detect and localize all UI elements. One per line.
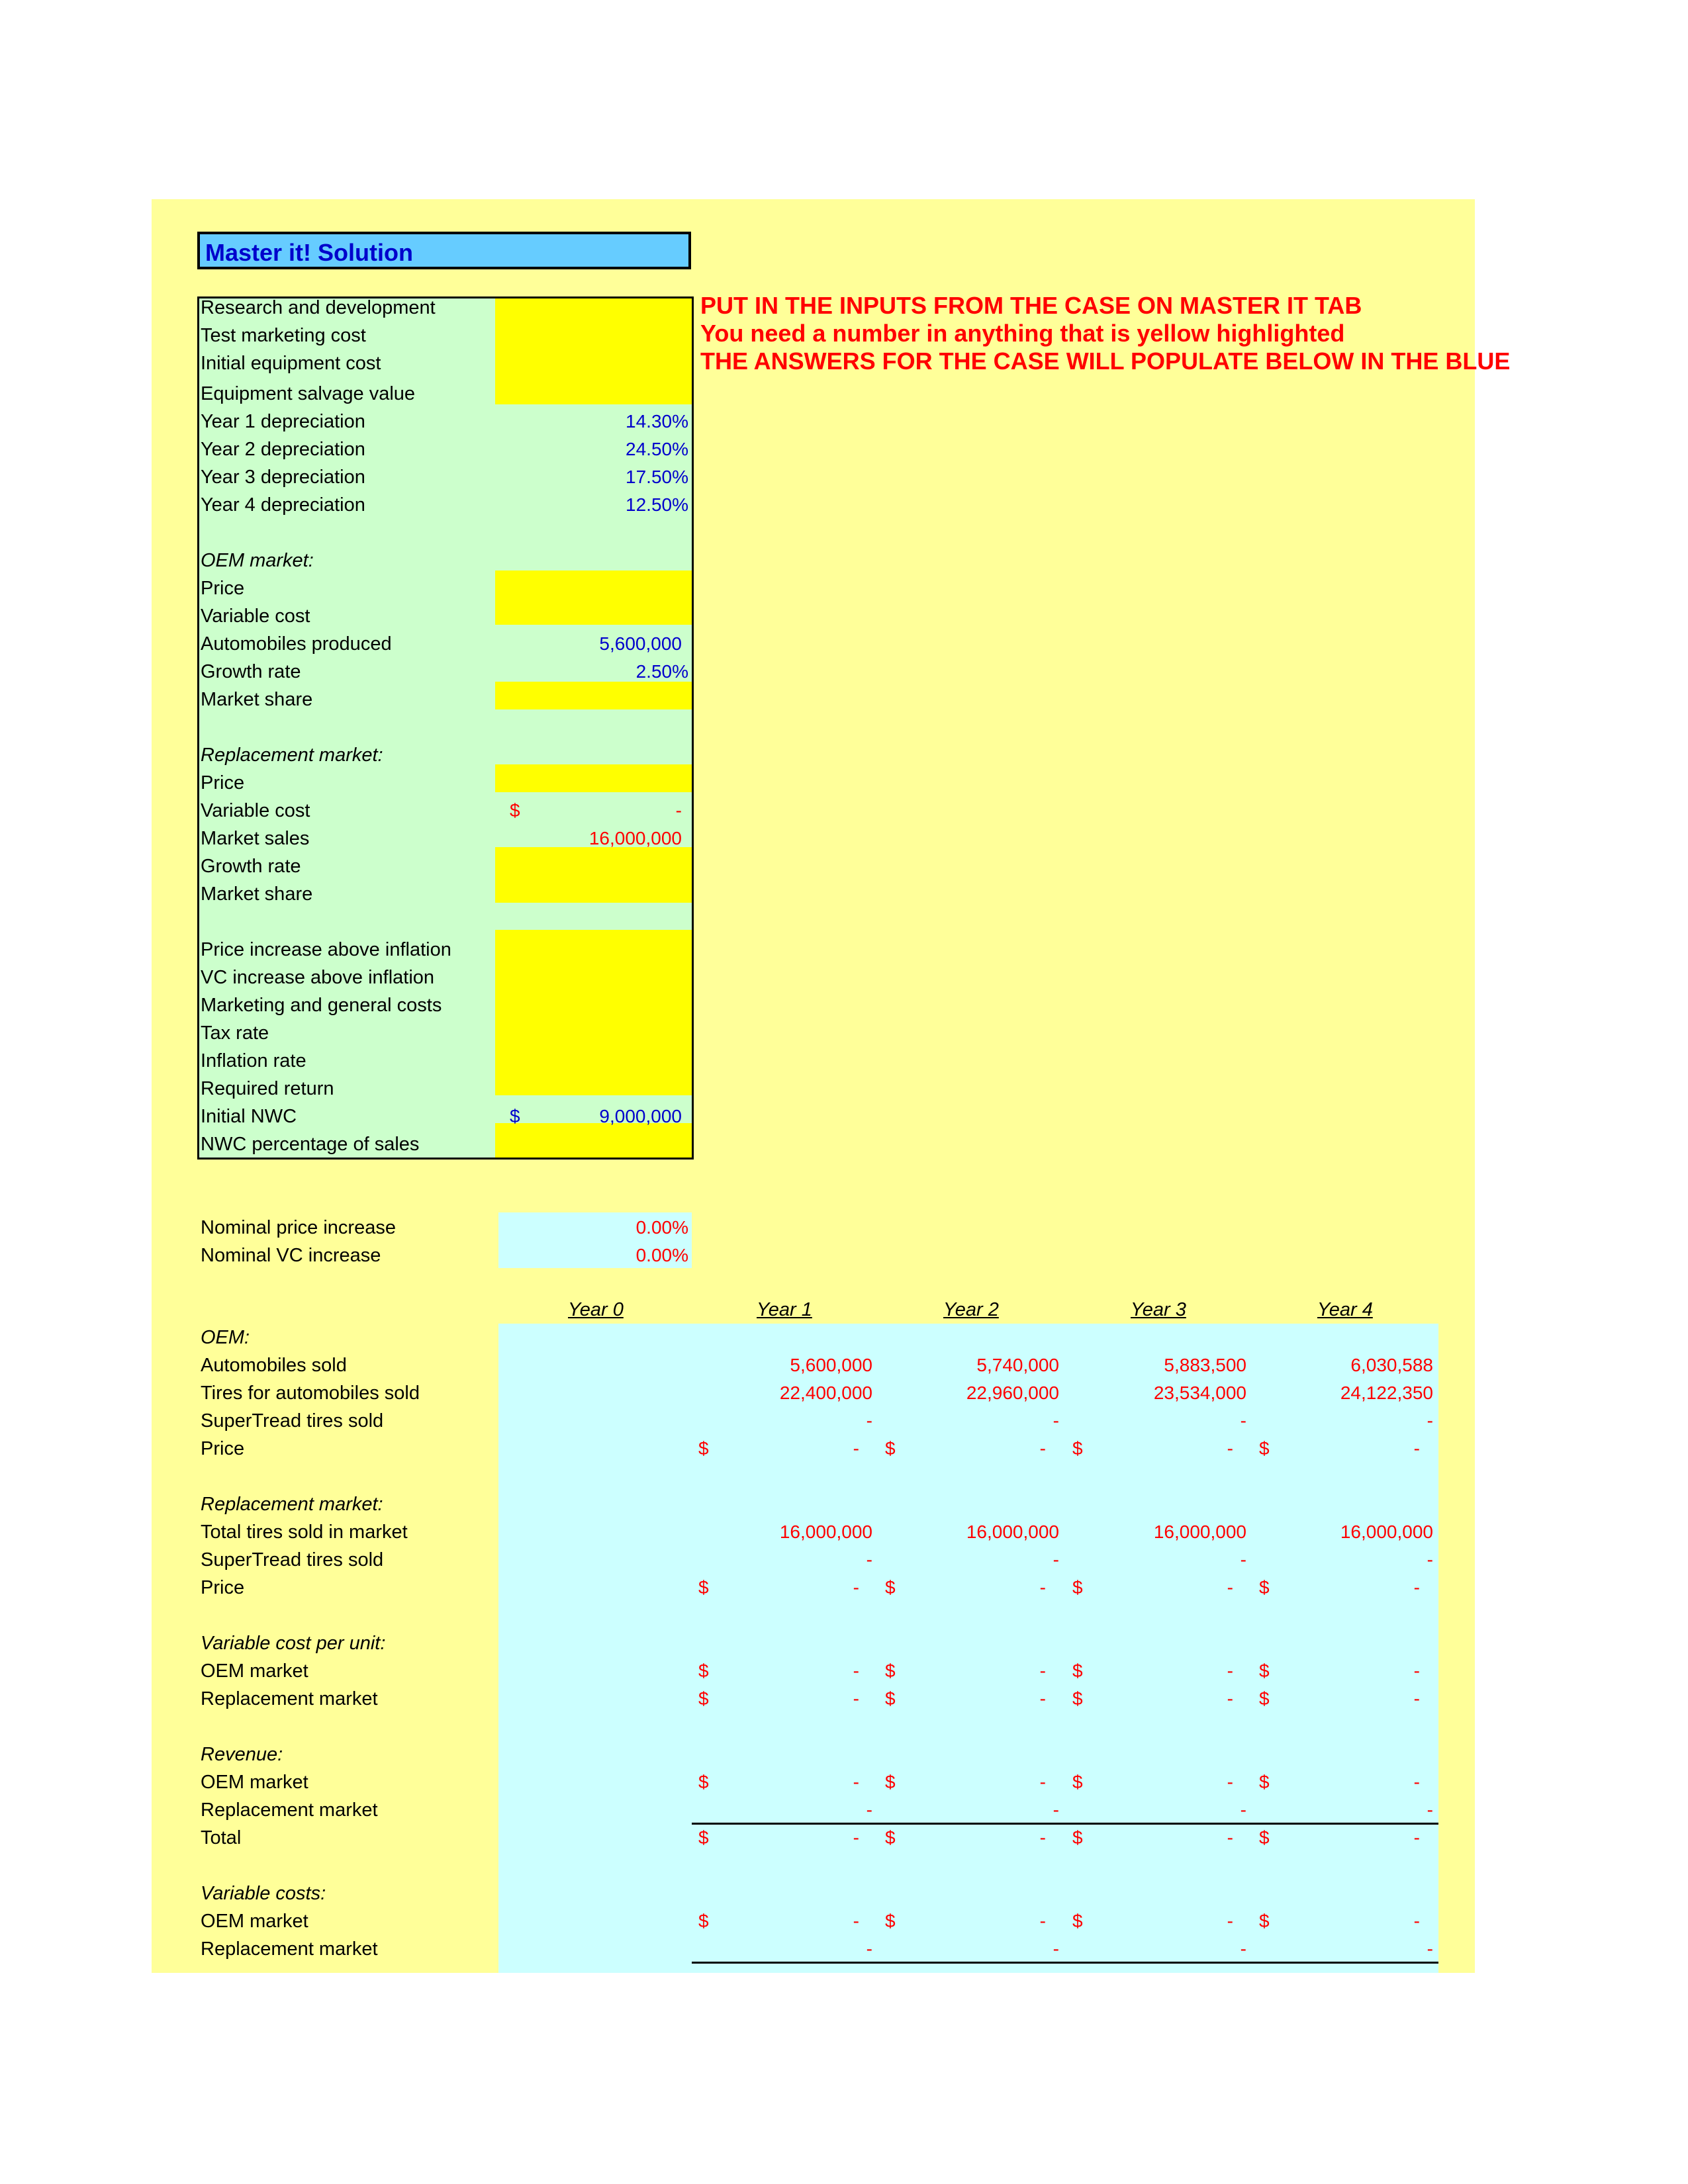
cell-vcost-oem-year-3[interactable]: - bbox=[1227, 1911, 1233, 1931]
cell-autos-year-2[interactable]: 5,740,000 bbox=[976, 1355, 1059, 1375]
currency-rep-vc: $ bbox=[510, 800, 520, 821]
year-header-4: Year 4 bbox=[1317, 1299, 1373, 1320]
cell-total-tires-year-1[interactable]: 16,000,000 bbox=[779, 1522, 872, 1542]
cell-price-rep-year-4[interactable]: - bbox=[1413, 1577, 1420, 1598]
label-rep-growth: Growth rate bbox=[201, 856, 301, 877]
header-proj-replacement: Replacement market: bbox=[201, 1494, 383, 1515]
label-nwc-pct: NWC percentage of sales bbox=[201, 1134, 420, 1155]
label-salvage: Equipment salvage value bbox=[201, 383, 416, 404]
input-cells-rd-salvage[interactable] bbox=[495, 298, 692, 404]
label-dep3: Year 3 depreciation bbox=[201, 467, 365, 488]
label-oem-autos: Automobiles produced bbox=[201, 633, 392, 655]
label-required-return: Required return bbox=[201, 1078, 334, 1099]
currency-vc-rep-year-4: $ bbox=[1259, 1688, 1270, 1709]
label-vc-oem: OEM market bbox=[201, 1661, 308, 1682]
input-cells-oem-price-vc[interactable] bbox=[495, 570, 692, 625]
input-cells-rep-growth-share[interactable] bbox=[495, 847, 692, 903]
label-rev-total: Total bbox=[201, 1827, 242, 1848]
input-cell-oem-share[interactable] bbox=[495, 682, 692, 709]
cell-st-rep-year-3[interactable]: - bbox=[1240, 1549, 1246, 1570]
year-header-2: Year 2 bbox=[943, 1299, 999, 1320]
cell-vc-oem-year-4[interactable]: - bbox=[1413, 1661, 1420, 1681]
currency-vcost-oem-year-4: $ bbox=[1259, 1911, 1270, 1931]
cell-st-rep-year-2[interactable]: - bbox=[1053, 1549, 1059, 1570]
label-rep-vc: Variable cost bbox=[201, 800, 310, 821]
currency-vc-oem-year-1: $ bbox=[698, 1661, 709, 1681]
label-marketing-costs: Marketing and general costs bbox=[201, 995, 442, 1016]
header-oem-market: OEM market: bbox=[201, 550, 314, 571]
label-supertread-rep: SuperTread tires sold bbox=[201, 1549, 384, 1570]
label-rep-sales: Market sales bbox=[201, 828, 310, 849]
cell-rev-rep-year-3[interactable]: - bbox=[1240, 1799, 1246, 1820]
cell-tires-year-4[interactable]: 24,122,350 bbox=[1340, 1383, 1433, 1403]
cell-vcost-rep-year-3[interactable]: - bbox=[1240, 1938, 1246, 1959]
cell-total-tires-year-2[interactable]: 16,000,000 bbox=[966, 1522, 1059, 1542]
cell-st-rep-year-1[interactable]: - bbox=[866, 1549, 872, 1570]
cell-vc-rep-year-3[interactable]: - bbox=[1227, 1688, 1233, 1709]
label-rev-oem: OEM market bbox=[201, 1772, 308, 1793]
currency-price-rep-year-1: $ bbox=[698, 1577, 709, 1598]
cell-tires-year-1[interactable]: 22,400,000 bbox=[779, 1383, 872, 1403]
label-price-rep: Price bbox=[201, 1577, 245, 1598]
year-header-0: Year 0 bbox=[568, 1299, 624, 1320]
cell-price-rep-year-2[interactable]: - bbox=[1039, 1577, 1046, 1598]
cell-vcost-rep-year-4[interactable]: - bbox=[1427, 1938, 1433, 1959]
label-price-oem: Price bbox=[201, 1438, 245, 1459]
cell-st-oem-year-2[interactable]: - bbox=[1053, 1410, 1059, 1431]
currency-vc-oem-year-3: $ bbox=[1072, 1661, 1083, 1681]
label-dep4: Year 4 depreciation bbox=[201, 494, 365, 516]
label-equipment: Initial equipment cost bbox=[201, 353, 381, 374]
cell-price-rep-year-1[interactable]: - bbox=[853, 1577, 859, 1598]
currency-vcost-oem-year-2: $ bbox=[885, 1911, 896, 1931]
currency-initial-nwc: $ bbox=[510, 1106, 520, 1126]
label-dep1: Year 1 depreciation bbox=[201, 411, 365, 432]
variable-cost-rule bbox=[692, 1962, 1438, 1964]
cell-st-oem-year-3[interactable]: - bbox=[1240, 1410, 1246, 1431]
value-dep2[interactable]: 24.50% bbox=[626, 439, 688, 459]
cell-rev-rep-year-1[interactable]: - bbox=[866, 1799, 872, 1820]
cell-vc-oem-year-3[interactable]: - bbox=[1227, 1661, 1233, 1681]
currency-rev-oem-year-2: $ bbox=[885, 1772, 896, 1792]
value-rep-vc[interactable]: - bbox=[675, 800, 682, 821]
currency-price-oem-year-3: $ bbox=[1072, 1438, 1083, 1459]
header-proj-oem: OEM: bbox=[201, 1327, 250, 1348]
label-vcost-rep: Replacement market bbox=[201, 1938, 378, 1960]
cell-price-oem-year-1[interactable]: - bbox=[853, 1438, 859, 1459]
cell-rev-total-year-4[interactable]: - bbox=[1413, 1827, 1420, 1848]
currency-vc-oem-year-4: $ bbox=[1259, 1661, 1270, 1681]
cell-rev-oem-year-1[interactable]: - bbox=[853, 1772, 859, 1792]
label-supertread-oem: SuperTread tires sold bbox=[201, 1410, 384, 1432]
label-oem-price: Price bbox=[201, 578, 245, 599]
instruction-note-2: You need a number in anything that is yellow highlighted bbox=[700, 320, 1345, 347]
currency-vcost-oem-year-3: $ bbox=[1072, 1911, 1083, 1931]
cell-vc-rep-year-1[interactable]: - bbox=[853, 1688, 859, 1709]
label-inflation-rate: Inflation rate bbox=[201, 1050, 306, 1071]
header-revenue: Revenue: bbox=[201, 1744, 283, 1765]
currency-price-oem-year-2: $ bbox=[885, 1438, 896, 1459]
cell-price-rep-year-3[interactable]: - bbox=[1227, 1577, 1233, 1598]
cell-rev-total-year-3[interactable]: - bbox=[1227, 1827, 1233, 1848]
value-oem-growth[interactable]: 2.50% bbox=[635, 661, 688, 682]
label-rep-share: Market share bbox=[201, 884, 313, 905]
cell-price-oem-year-2[interactable]: - bbox=[1039, 1438, 1046, 1459]
label-nominal-price: Nominal price increase bbox=[201, 1217, 396, 1238]
value-oem-autos[interactable]: 5,600,000 bbox=[599, 633, 682, 654]
currency-rev-oem-year-1: $ bbox=[698, 1772, 709, 1792]
header-variable-costs: Variable costs: bbox=[201, 1883, 326, 1904]
cell-price-oem-year-4[interactable]: - bbox=[1413, 1438, 1420, 1459]
value-nominal-vc[interactable]: 0.00% bbox=[635, 1245, 688, 1265]
currency-price-rep-year-2: $ bbox=[885, 1577, 896, 1598]
label-nominal-vc: Nominal VC increase bbox=[201, 1245, 381, 1266]
cell-price-oem-year-3[interactable]: - bbox=[1227, 1438, 1233, 1459]
currency-rev-oem-year-3: $ bbox=[1072, 1772, 1083, 1792]
cell-rev-total-year-1[interactable]: - bbox=[853, 1827, 859, 1848]
cell-vcost-rep-year-1[interactable]: - bbox=[866, 1938, 872, 1959]
cell-vcost-oem-year-2[interactable]: - bbox=[1039, 1911, 1046, 1931]
value-initial-nwc[interactable]: 9,000,000 bbox=[599, 1106, 682, 1126]
label-rep-price: Price bbox=[201, 772, 245, 794]
instruction-note-3: THE ANSWERS FOR THE CASE WILL POPULATE BELOW IN THE BLUE bbox=[700, 347, 1511, 375]
label-price-increase: Price increase above inflation bbox=[201, 939, 451, 960]
label-vcost-oem: OEM market bbox=[201, 1911, 308, 1932]
label-test-marketing: Test marketing cost bbox=[201, 325, 366, 346]
cell-rev-rep-year-4[interactable]: - bbox=[1427, 1799, 1433, 1820]
currency-rev-total-year-3: $ bbox=[1072, 1827, 1083, 1848]
cell-rev-rep-year-2[interactable]: - bbox=[1053, 1799, 1059, 1820]
label-total-tires: Total tires sold in market bbox=[201, 1522, 408, 1543]
currency-vc-oem-year-2: $ bbox=[885, 1661, 896, 1681]
currency-price-rep-year-3: $ bbox=[1072, 1577, 1083, 1598]
label-rd: Research and development bbox=[201, 297, 436, 318]
currency-vc-rep-year-2: $ bbox=[885, 1688, 896, 1709]
currency-rev-total-year-2: $ bbox=[885, 1827, 896, 1848]
cell-vcost-rep-year-2[interactable]: - bbox=[1053, 1938, 1059, 1959]
currency-rev-total-year-1: $ bbox=[698, 1827, 709, 1848]
cell-rev-oem-year-2[interactable]: - bbox=[1039, 1772, 1046, 1792]
label-oem-share: Market share bbox=[201, 689, 313, 710]
value-dep3[interactable]: 17.50% bbox=[626, 467, 688, 487]
currency-price-rep-year-4: $ bbox=[1259, 1577, 1270, 1598]
cell-tires-year-2[interactable]: 22,960,000 bbox=[966, 1383, 1059, 1403]
input-cell-nwc-pct[interactable] bbox=[495, 1123, 692, 1158]
cell-vcost-oem-year-1[interactable]: - bbox=[853, 1911, 859, 1931]
value-dep1[interactable]: 14.30% bbox=[626, 411, 688, 432]
revenue-total-rule bbox=[692, 1823, 1438, 1825]
cell-autos-year-3[interactable]: 5,883,500 bbox=[1164, 1355, 1246, 1375]
currency-price-oem-year-4: $ bbox=[1259, 1438, 1270, 1459]
cell-st-oem-year-4[interactable]: - bbox=[1427, 1410, 1433, 1431]
value-nominal-price[interactable]: 0.00% bbox=[635, 1217, 688, 1238]
currency-vc-rep-year-3: $ bbox=[1072, 1688, 1083, 1709]
label-initial-nwc: Initial NWC bbox=[201, 1106, 297, 1127]
projection-area bbox=[498, 1324, 1438, 1973]
instruction-note-1: PUT IN THE INPUTS FROM THE CASE ON MASTER IT TAB bbox=[700, 292, 1362, 319]
year-header-1: Year 1 bbox=[757, 1299, 812, 1320]
label-autos-sold: Automobiles sold bbox=[201, 1355, 347, 1376]
cell-rev-oem-year-4[interactable]: - bbox=[1413, 1772, 1420, 1792]
currency-price-oem-year-1: $ bbox=[698, 1438, 709, 1459]
cell-vc-rep-year-4[interactable]: - bbox=[1413, 1688, 1420, 1709]
label-dep2: Year 2 depreciation bbox=[201, 439, 365, 460]
year-header-3: Year 3 bbox=[1131, 1299, 1186, 1320]
currency-rev-total-year-4: $ bbox=[1259, 1827, 1270, 1848]
header-replacement-market: Replacement market: bbox=[201, 745, 383, 766]
label-rev-rep: Replacement market bbox=[201, 1799, 378, 1821]
value-rep-sales[interactable]: 16,000,000 bbox=[588, 828, 682, 848]
cell-st-oem-year-1[interactable]: - bbox=[866, 1410, 872, 1431]
cell-vc-oem-year-1[interactable]: - bbox=[853, 1661, 859, 1681]
label-tax-rate: Tax rate bbox=[201, 1023, 269, 1044]
cell-st-rep-year-4[interactable]: - bbox=[1427, 1549, 1433, 1570]
cell-tires-year-3[interactable]: 23,534,000 bbox=[1153, 1383, 1246, 1403]
input-cells-rates[interactable] bbox=[495, 930, 692, 1095]
currency-rev-oem-year-4: $ bbox=[1259, 1772, 1270, 1792]
cell-rev-oem-year-3[interactable]: - bbox=[1227, 1772, 1233, 1792]
label-vc-rep: Replacement market bbox=[201, 1688, 378, 1709]
cell-autos-year-4[interactable]: 6,030,588 bbox=[1350, 1355, 1433, 1375]
label-oem-growth: Growth rate bbox=[201, 661, 301, 682]
cell-autos-year-1[interactable]: 5,600,000 bbox=[790, 1355, 872, 1375]
cell-vc-rep-year-2[interactable]: - bbox=[1039, 1688, 1046, 1709]
label-tires-sold: Tires for automobiles sold bbox=[201, 1383, 420, 1404]
input-cell-rep-price[interactable] bbox=[495, 764, 692, 792]
page-title: Master it! Solution bbox=[205, 239, 413, 266]
currency-vc-rep-year-1: $ bbox=[698, 1688, 709, 1709]
label-oem-vc: Variable cost bbox=[201, 606, 310, 627]
cell-rev-total-year-2[interactable]: - bbox=[1039, 1827, 1046, 1848]
header-vc-per-unit: Variable cost per unit: bbox=[201, 1633, 386, 1654]
cell-vcost-oem-year-4[interactable]: - bbox=[1413, 1911, 1420, 1931]
cell-total-tires-year-3[interactable]: 16,000,000 bbox=[1153, 1522, 1246, 1542]
label-vc-increase: VC increase above inflation bbox=[201, 967, 435, 988]
cell-total-tires-year-4[interactable]: 16,000,000 bbox=[1340, 1522, 1433, 1542]
cell-vc-oem-year-2[interactable]: - bbox=[1039, 1661, 1046, 1681]
title-cell[interactable] bbox=[197, 232, 691, 269]
value-dep4[interactable]: 12.50% bbox=[626, 494, 688, 515]
currency-vcost-oem-year-1: $ bbox=[698, 1911, 709, 1931]
